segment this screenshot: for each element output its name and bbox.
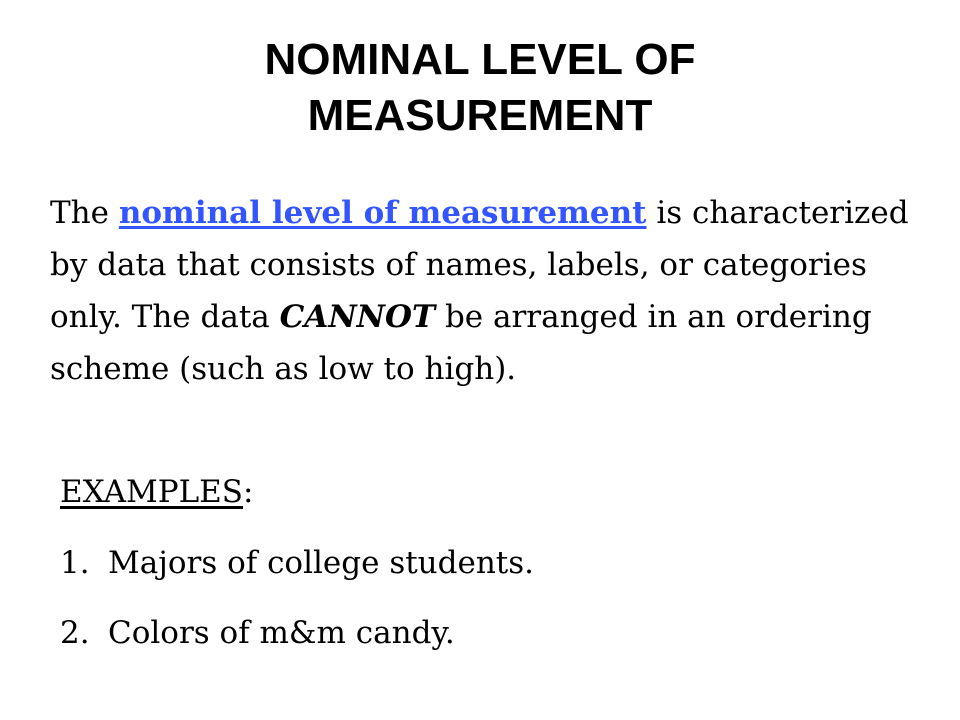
examples-heading-colon: : [243,474,254,510]
nominal-level-link[interactable]: nominal level of measurement [118,195,647,231]
list-item-number: 1. [60,545,90,581]
title-line-2: MEASUREMENT [307,91,653,140]
examples-heading-label: EXAMPLES [60,474,244,510]
examples-heading [60,466,254,518]
title-line-1: NOMINAL LEVEL OF [264,35,696,84]
list-item-text: Majors of college students. [108,545,535,581]
list-item-text: Colors of m&m candy. [108,615,455,651]
paragraph-tail: be arranged in an ordering scheme (such as low to high). [50,299,872,387]
list-item [60,537,534,607]
list-item-number: 2. [60,615,90,651]
paragraph-lead: The [50,195,119,231]
list-item [60,607,534,677]
emphasis-cannot: CANNOT [279,299,436,335]
definition-paragraph [50,187,930,395]
slide-title [0,32,960,144]
paragraph-after-term: is characterized by data that consists of names, labels, or categories only. The data [50,195,909,335]
examples-list [60,537,534,677]
